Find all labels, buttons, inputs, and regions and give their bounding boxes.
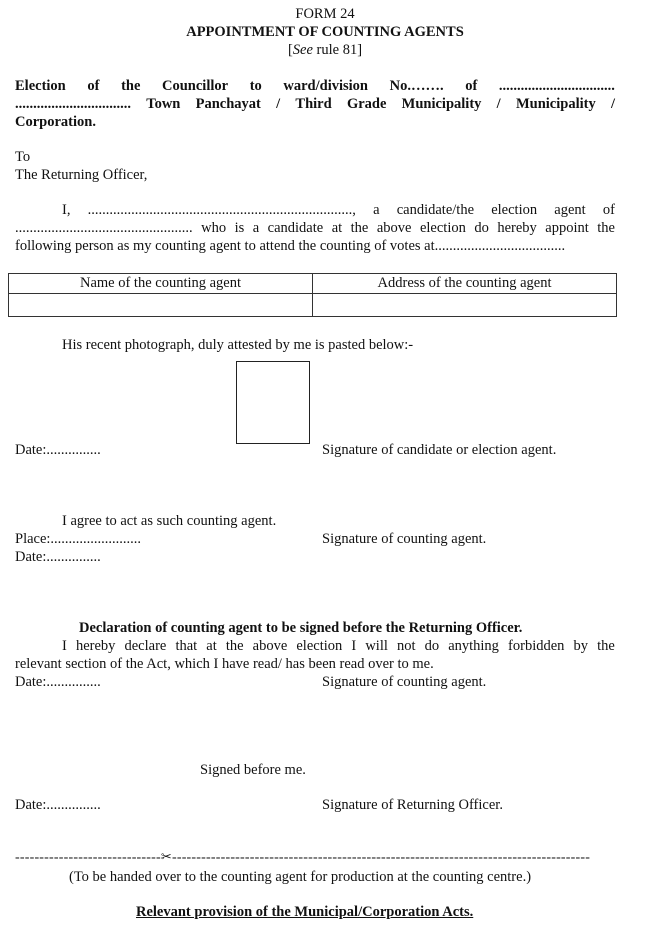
word: the xyxy=(121,78,141,94)
word: not xyxy=(396,638,416,654)
word: at xyxy=(331,220,343,236)
word: do xyxy=(474,220,489,236)
word: agent xyxy=(554,202,586,218)
agent-address-cell[interactable] xyxy=(313,294,617,317)
word: / xyxy=(610,96,615,112)
addressee-officer: The Returning Officer, xyxy=(15,167,148,183)
column-header-name: Name of the counting agent xyxy=(9,274,313,294)
word: hereby xyxy=(497,220,537,236)
word: that xyxy=(175,638,198,654)
addressee-to: To xyxy=(15,149,31,165)
word: Municipality xyxy=(515,96,596,112)
word: I xyxy=(62,638,67,654)
declaration-signature: Signature of counting agent. xyxy=(322,674,487,690)
agent-agreement-statement: I agree to act as such counting agent. xyxy=(62,513,277,529)
word: Third xyxy=(295,96,332,112)
word: ward/division xyxy=(283,78,368,94)
photograph-statement: His recent photograph, duly attested by me is pasted below:- xyxy=(62,337,414,353)
form-number: FORM 24 xyxy=(295,6,355,22)
word: the xyxy=(597,220,615,236)
word: appoint xyxy=(545,220,589,236)
word: of xyxy=(602,202,615,218)
word: to xyxy=(249,78,262,94)
handover-note: (To be handed over to the counting agent for production at the counting centre.) xyxy=(69,869,532,885)
declaration-line-1 xyxy=(62,638,615,655)
word: / xyxy=(496,96,501,112)
word: I, xyxy=(62,202,71,218)
signed-before-me: Signed before me. xyxy=(200,762,306,778)
election-line-3: Corporation. xyxy=(15,114,96,130)
word: at xyxy=(206,638,217,654)
appointment-line-3: following person as my counting agent to attend the counting of votes at.................................... xyxy=(15,238,566,254)
word: Election xyxy=(15,78,66,94)
word: declare xyxy=(124,638,167,654)
word: is xyxy=(234,220,245,236)
word: / xyxy=(276,96,281,112)
word: ................................ xyxy=(15,96,131,112)
election-line-2 xyxy=(15,96,615,113)
declaration-line-2: relevant section of the Act, which I have read/ has been read over to me. xyxy=(15,656,434,672)
agent-name-cell[interactable] xyxy=(9,294,313,317)
word: Councillor xyxy=(162,78,229,94)
agent-signature: Signature of counting agent. xyxy=(322,531,487,547)
candidate-signature: Signature of candidate or election agent. xyxy=(322,442,557,458)
word: ........................................................................., xyxy=(87,202,356,218)
word: candidate xyxy=(267,220,324,236)
word: the xyxy=(350,220,369,236)
word: the xyxy=(225,638,244,654)
scissors-icon: ✂ xyxy=(160,850,172,865)
word: above xyxy=(376,220,412,236)
candidate-date: Date:............... xyxy=(15,442,101,458)
word: candidate/the xyxy=(396,202,475,218)
declaration-heading: Declaration of counting agent to be signed before the Returning Officer. xyxy=(79,620,523,636)
word: hereby xyxy=(75,638,116,654)
word: Grade xyxy=(346,96,387,112)
word: by xyxy=(573,638,588,654)
appointment-line-1 xyxy=(62,202,615,219)
word: I xyxy=(351,638,357,654)
word: a xyxy=(252,220,260,236)
appointment-line-2 xyxy=(15,220,615,237)
word: Panchayat xyxy=(195,96,261,112)
returning-officer-date: Date:............... xyxy=(15,797,101,813)
rule-reference: [See rule 81] xyxy=(287,42,363,58)
cut-line: ------------------------------✂-------------------------------------------------------------------------------------- xyxy=(15,850,591,865)
word: No.……. xyxy=(389,78,444,94)
word: will xyxy=(365,638,388,654)
agent-place: Place:......................... xyxy=(15,531,142,547)
word: election xyxy=(491,202,538,218)
photograph-box[interactable] xyxy=(236,361,310,444)
word: ................................ xyxy=(498,78,615,94)
column-header-address: Address of the counting agent xyxy=(313,274,617,294)
election-line-1 xyxy=(15,78,615,95)
word: forbidden xyxy=(508,638,565,654)
form-title: APPOINTMENT OF COUNTING AGENTS xyxy=(186,24,464,40)
provision-heading: Relevant provision of the Municipal/Corporation Acts. xyxy=(136,904,474,920)
word: Municipality xyxy=(401,96,482,112)
word: do xyxy=(424,638,440,654)
word: the xyxy=(597,638,615,654)
word: election xyxy=(296,638,343,654)
returning-officer-signature: Signature of Returning Officer. xyxy=(322,797,503,813)
word: of xyxy=(87,78,100,94)
counting-agents-table xyxy=(8,273,617,317)
word: a xyxy=(373,202,380,218)
word: ................................................. xyxy=(15,220,193,236)
agent-date: Date:............... xyxy=(15,549,101,565)
word: election xyxy=(419,220,466,236)
word: of xyxy=(465,78,478,94)
word: Town xyxy=(146,96,181,112)
word: above xyxy=(252,638,288,654)
declaration-date: Date:............... xyxy=(15,674,101,690)
word: anything xyxy=(448,638,499,654)
word: who xyxy=(201,220,227,236)
